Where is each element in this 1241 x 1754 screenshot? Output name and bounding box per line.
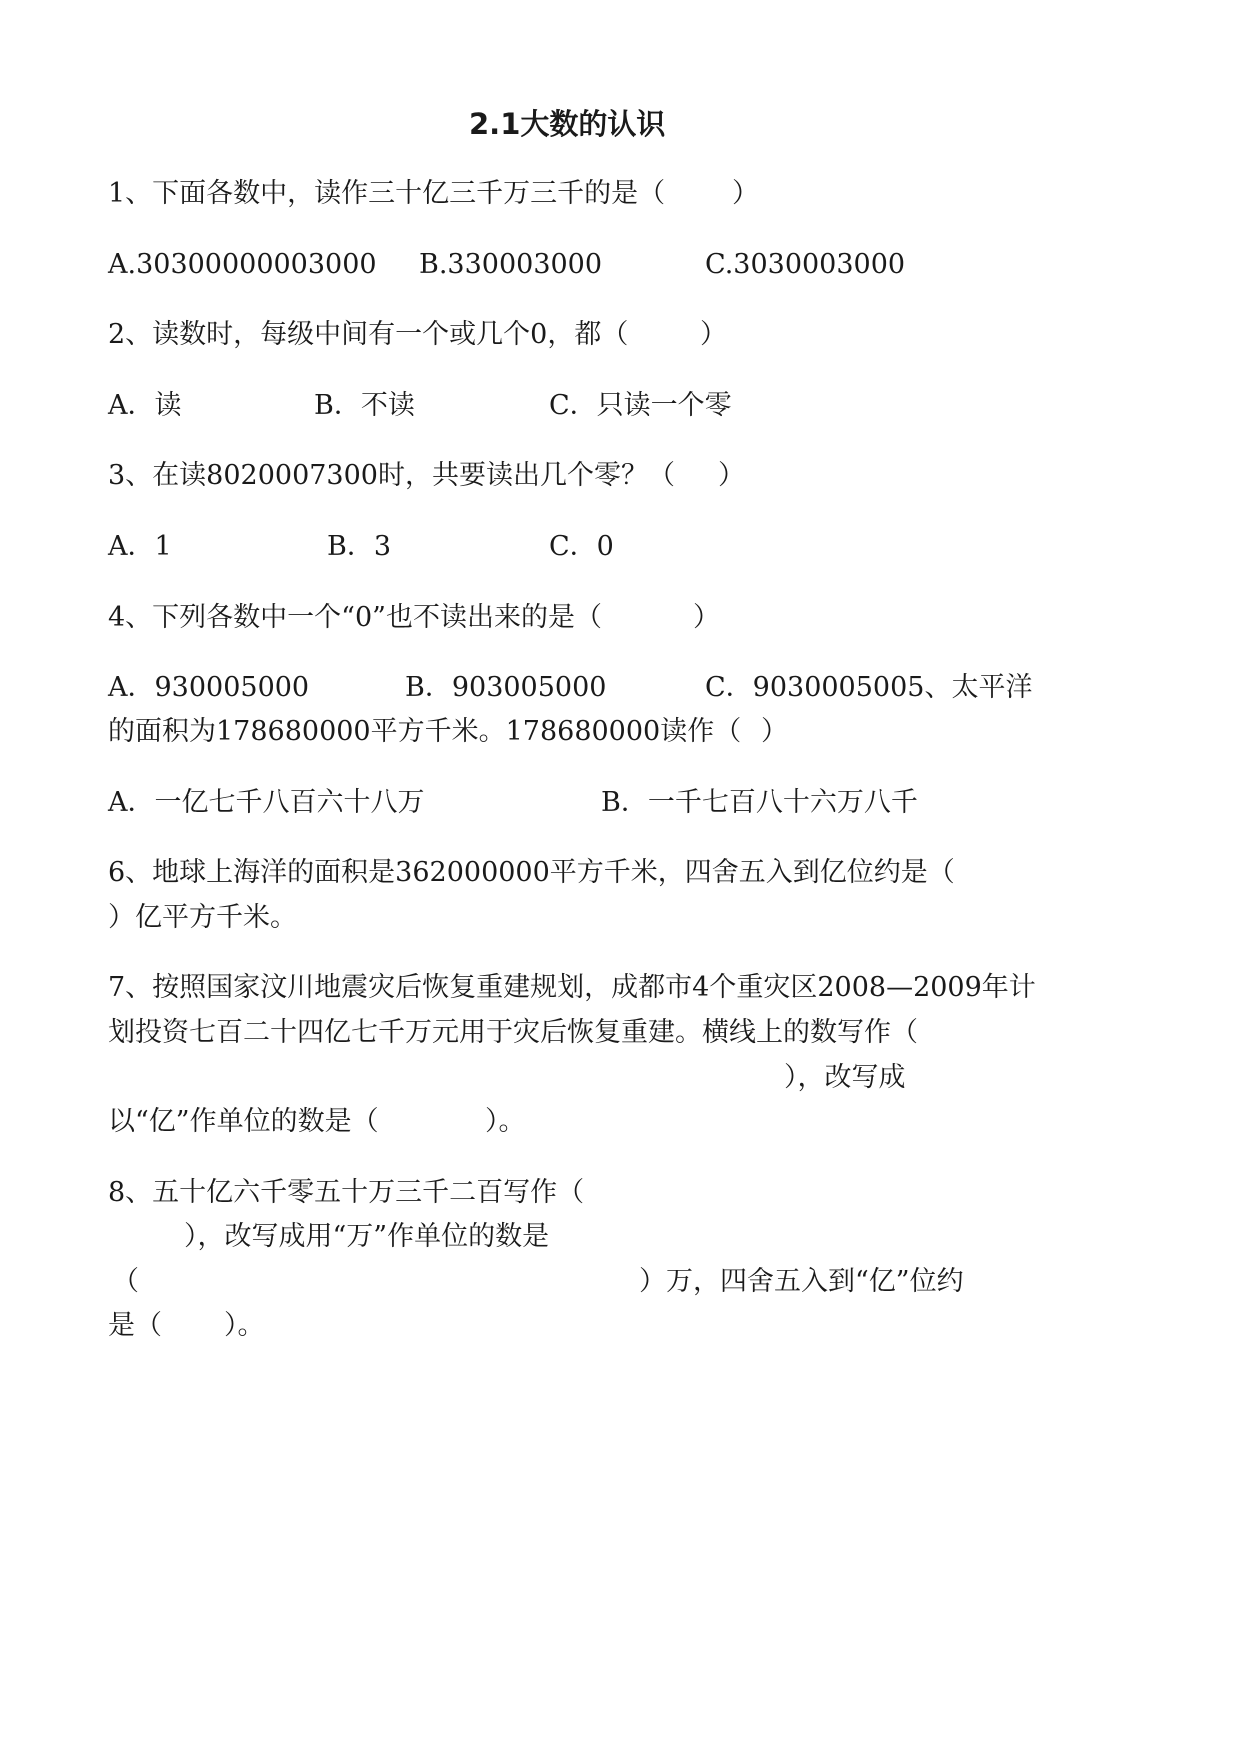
page-title: 2.1大数的认识: [469, 107, 666, 141]
question-8-line-4-end: ）。: [224, 1310, 265, 1341]
question-1-close-paren: ）: [732, 178, 759, 209]
question-7-line-4-start: 以“亿”作单位的数是（: [108, 1106, 379, 1137]
question-2-option-a: A．读: [108, 390, 182, 421]
question-4-option-b: B．903005000: [405, 672, 607, 703]
question-5-close-paren: ）: [761, 716, 788, 747]
question-1-option-b: B.330003000: [419, 249, 603, 280]
question-6-line-2: ）亿平方千米。: [108, 902, 297, 933]
question-8-line-3-end: ）万，四舍五入到“亿”位约: [639, 1266, 964, 1297]
question-5-option-b: B．一千七百八十六万八千: [601, 787, 918, 818]
question-3-option-a: A．1: [108, 531, 172, 562]
question-7-line-1: 7、按照国家汶川地震灾后恢复重建规划，成都市4个重灾区2008—2009年计: [108, 972, 1036, 1003]
question-2-option-c: C．只读一个零: [549, 390, 732, 421]
question-4-close-paren: ）: [693, 602, 720, 633]
question-8-line-1: 8、五十亿六千零五十万三千二百写作（: [108, 1177, 585, 1208]
question-8-line-3-start: （: [112, 1266, 139, 1297]
question-2-stem: 2、读数时，每级中间有一个或几个0，都（: [108, 319, 629, 350]
question-1-stem: 1、下面各数中，读作三十亿三千万三千的是（: [108, 178, 666, 209]
question-4-stem: 4、下列各数中一个“0”也不读出来的是（: [108, 602, 602, 633]
question-3-option-b: B．3: [327, 531, 392, 562]
question-4-option-c: C．9030005005、太平洋: [705, 672, 1033, 703]
question-1-option-a: A.30300000003000: [108, 249, 377, 280]
question-7-line-2: 划投资七百二十四亿七千万元用于灾后恢复重建。横线上的数写作（: [108, 1017, 918, 1048]
question-4-option-a: A．930005000: [108, 672, 310, 703]
question-5-stem: 的面积为178680000平方千米。178680000读作（: [108, 716, 742, 747]
question-1-option-c: C.3030003000: [705, 249, 906, 280]
question-7-line-3: ），改写成: [784, 1062, 906, 1093]
question-6-line-1: 6、地球上海洋的面积是362000000平方千米，四舍五入到亿位约是（: [108, 857, 955, 888]
question-3-stem: 3、在读8020007300时，共要读出几个零？（: [108, 460, 675, 491]
question-8-line-4-start: 是（: [108, 1310, 162, 1341]
question-3-option-c: C．0: [549, 531, 614, 562]
question-2-option-b: B．不读: [314, 390, 415, 421]
question-5-option-a: A．一亿七千八百六十八万: [108, 787, 425, 818]
question-8-line-2: ），改写成用“万”作单位的数是: [184, 1221, 550, 1252]
question-3-close-paren: ）: [718, 460, 745, 491]
question-7-line-4-end: ）。: [485, 1106, 526, 1137]
question-2-close-paren: ）: [700, 319, 727, 350]
